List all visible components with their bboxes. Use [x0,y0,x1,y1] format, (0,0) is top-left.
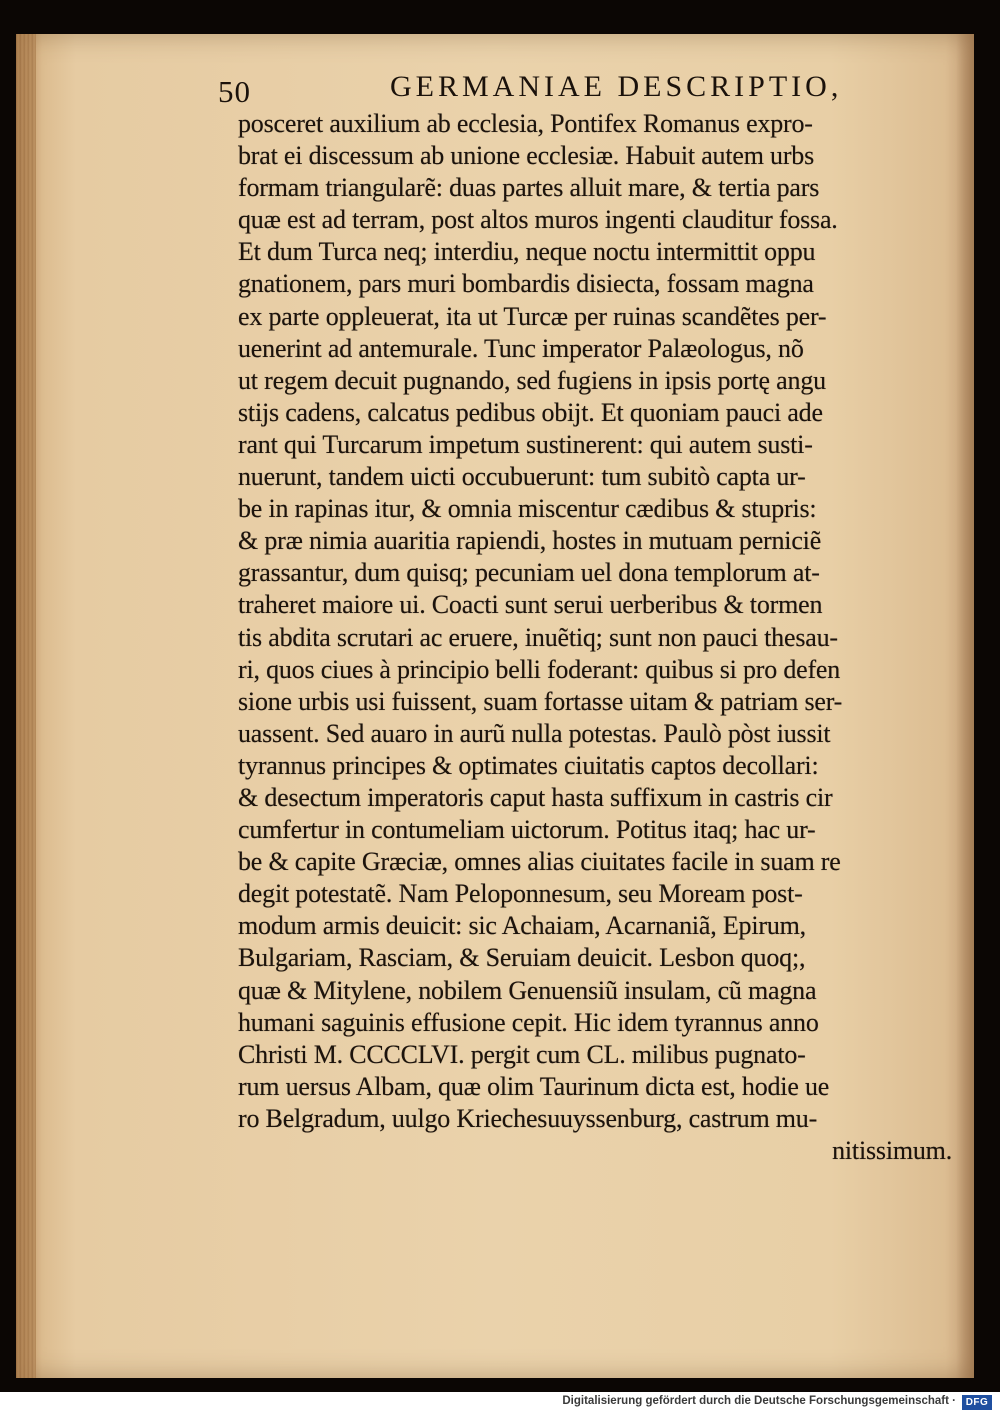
running-head [218,70,938,110]
text-line: modum armis deuicit: sic Achaiam, Acarnaniã, Epirum, [238,911,806,941]
text-line: rum uersus Albam, quæ olim Taurinum dicta est, hodie ue [238,1071,830,1101]
text-line: tis abdita scrutari ac eruere, inuẽtiq; sunt non pauci thesau- [238,622,838,652]
text-line: degit potestatẽ. Nam Peloponnesum, seu Moream post- [238,879,803,909]
text-line: rant qui Turcarum impetum sustinerent: qui autem susti- [238,429,813,459]
page-number: 50 [218,74,251,109]
text-line: uassent. Sed auaro in aurũ nulla potestas. Paulò pòst iussit [238,718,831,748]
running-title: GERMANIAE DESCRIPTIO, [390,70,843,103]
text-line: humani saguinis effusione cepit. Hic idem tyrannus anno [238,1007,819,1037]
text-line: Bulgariam, Rasciam, & Seruiam deuicit. Lesbon quoq;, [238,943,806,973]
text-line: grassantur, dum quisq; pecuniam uel dona templorum at- [238,558,820,588]
text-line: uenerint ad antemurale. Tunc imperator Palæologus, nõ [238,333,804,363]
text-line: traheret maiore ui. Coacti sunt serui uerberibus & tormen [238,590,823,620]
text-line: be in rapinas itur, & omnia miscentur cædibus & stupris: [238,494,817,524]
funding-credit: Digitalisierung gefördert durch die Deutsche Forschungsgemeinschaft · [562,1395,956,1407]
text-line: gnationem, pars muri bombardis disiecta, fossam magna [238,269,814,299]
footer-bar [0,1392,1000,1413]
text-line: ex parte oppleuerat, ita ut Turcæ per ruinas scandẽtes per- [238,301,827,331]
text-line: quæ est ad terram, post altos muros ingenti clauditur fossa. [238,205,838,235]
text-line: be & capite Græciæ, omnes alias ciuitates facile in suam re [238,847,841,877]
text-line: ri, quos ciues à principio belli foderant: quibus si pro defen [238,654,841,684]
text-line: Et dum Turca neq; interdiu, neque noctu intermittit oppu [238,237,816,267]
text-line: ro Belgradum, uulgo Kriechesuuyssenburg, castrum mu- [238,1103,818,1133]
text-line-final: nitissimum. [832,1136,952,1165]
text-line: posceret auxilium ab ecclesia, Pontifex Romanus expro- [238,109,813,138]
text-line: tyrannus principes & optimates ciuitatis captos decollari: [238,750,819,780]
text-line: nuerunt, tandem uicti occubuerunt: tum subitò capta ur- [238,462,806,492]
page-gutter-edge [16,34,36,1378]
text-line: stijs cadens, calcatus pedibus obijt. Et quoniam pauci ade [238,397,823,427]
dfg-logo: DFG [962,1395,992,1410]
body-text [238,108,968,1167]
text-line: brat ei discessum ab unione ecclesiæ. Habuit autem urbs [238,141,815,171]
text-line: & præ nimia auaritia rapiendi, hostes in mutuam perniciẽ [238,526,822,556]
text-line: formam triangularẽ: duas partes alluit mare, & tertia pars [238,173,820,203]
text-line: ut regem decuit pugnando, sed fugiens in ipsis portę angu [238,365,826,395]
text-line: sione urbis usi fuissent, suam fortasse uitam & patriam ser- [238,686,843,716]
text-line: quæ & Mitylene, nobilem Genuensiũ insulam, cũ magna [238,975,817,1005]
text-line: cumfertur in contumeliam uictorum. Potitus itaq; hac ur- [238,815,816,845]
text-line: Christi M. CCCCLVI. pergit cum CL. milibus pugnato- [238,1039,806,1069]
text-line: & desectum imperatoris caput hasta suffixum in castris cir [238,782,833,812]
